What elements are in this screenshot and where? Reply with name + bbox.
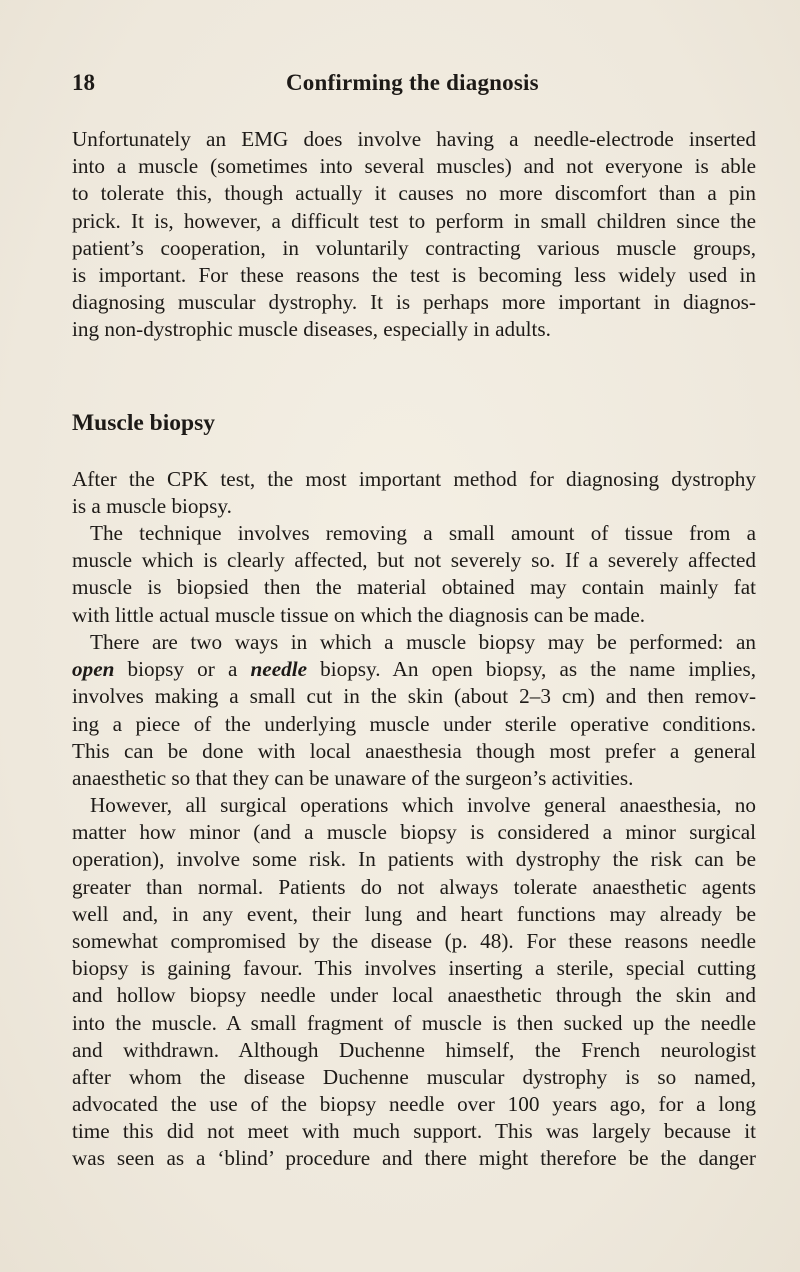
text-line: ing non-dystrophic muscle diseases, especially in adults. [72, 317, 551, 342]
text-line: to tolerate this, though actually it causes no more discomfort than a pin [72, 181, 756, 206]
text-line: diagnosing muscular dystrophy. It is perhaps more important in diagnos- [72, 290, 756, 315]
text-line: after whom the disease Duchenne muscular dystrophy is so named, [72, 1064, 756, 1089]
term-needle: needle [250, 657, 307, 682]
paragraph-emg [72, 126, 756, 344]
running-title: Confirming the diagnosis [286, 70, 539, 95]
text-line: anaesthetic so that they can be unaware of the surgeon’s activities. [72, 765, 634, 790]
paragraph-biopsy-types [72, 629, 756, 792]
text-line: well and, in any event, their lung and heart functions may already be [72, 901, 756, 926]
text-line: However, all surgical operations which involve general anaesthesia, no [90, 793, 756, 817]
text-line: After the CPK test, the most important method for diagnosing dystrophy [72, 467, 756, 491]
text-line: operation), involve some risk. In patients with dystrophy the risk can be [72, 847, 756, 872]
paragraph-cpk [72, 466, 756, 520]
paragraph-technique [72, 520, 756, 629]
text-line: is important. For these reasons the test is becoming less widely used in [72, 262, 756, 287]
text-line: prick. It is, however, a difficult test to perform in small children since the [72, 208, 756, 233]
page-number: 18 [72, 70, 95, 95]
text-fragment: biopsy or a [114, 657, 251, 682]
text-line: ing a piece of the underlying muscle under sterile operative conditions. [72, 711, 756, 736]
text-line: with little actual muscle tissue on which the diagnosis can be made. [72, 602, 646, 627]
text-line: muscle which is clearly affected, but not severely so. If a severely affected [72, 548, 756, 573]
text-line: matter how minor (and a muscle biopsy is considered a minor surgical [72, 820, 756, 845]
text-line: was seen as a ‘blind’ procedure and there might therefore be the danger [72, 1146, 756, 1171]
text-line: muscle is biopsied then the material obtained may contain mainly fat [72, 575, 756, 600]
text-line: into a muscle (sometimes into several muscles) and not everyone is able [72, 154, 756, 179]
text-line: time this did not meet with much support. This was largely because it [72, 1119, 756, 1144]
text-line: into the muscle. A small fragment of muscle is then sucked up the needle [72, 1010, 756, 1035]
text-line: There are two ways in which a muscle biopsy may be performed: an [90, 630, 756, 654]
term-open: open [72, 657, 115, 682]
text-line: is a muscle biopsy. [72, 494, 232, 519]
text-line: The technique involves removing a small amount of tissue from a [90, 521, 756, 545]
text-line: biopsy is gaining favour. This involves inserting a sterile, special cutting [72, 956, 756, 981]
text-line [72, 656, 756, 683]
section-heading: Muscle biopsy [72, 410, 215, 436]
text-line: Unfortunately an EMG does involve having a needle-electrode inserted [72, 127, 756, 151]
text-line: advocated the use of the biopsy needle over 100 years ago, for a long [72, 1092, 756, 1117]
text-line: and hollow biopsy needle under local anaesthetic through the skin and [72, 983, 756, 1008]
text-fragment: biopsy. An open biopsy, as the name implies, [307, 657, 756, 682]
text-line: patient’s cooperation, in voluntarily contracting various muscle groups, [72, 235, 756, 260]
running-head [72, 70, 752, 106]
paragraph-anaesthesia [72, 792, 756, 1173]
text-line: This can be done with local anaesthesia though most prefer a general [72, 738, 756, 763]
text-line: greater than normal. Patients do not always tolerate anaesthetic agents [72, 874, 756, 899]
text-line: and withdrawn. Although Duchenne himself, the French neurologist [72, 1037, 756, 1062]
text-line: somewhat compromised by the disease (p. 48). For these reasons needle [72, 928, 756, 953]
text-line: involves making a small cut in the skin (about 2–3 cm) and then remov- [72, 684, 756, 709]
